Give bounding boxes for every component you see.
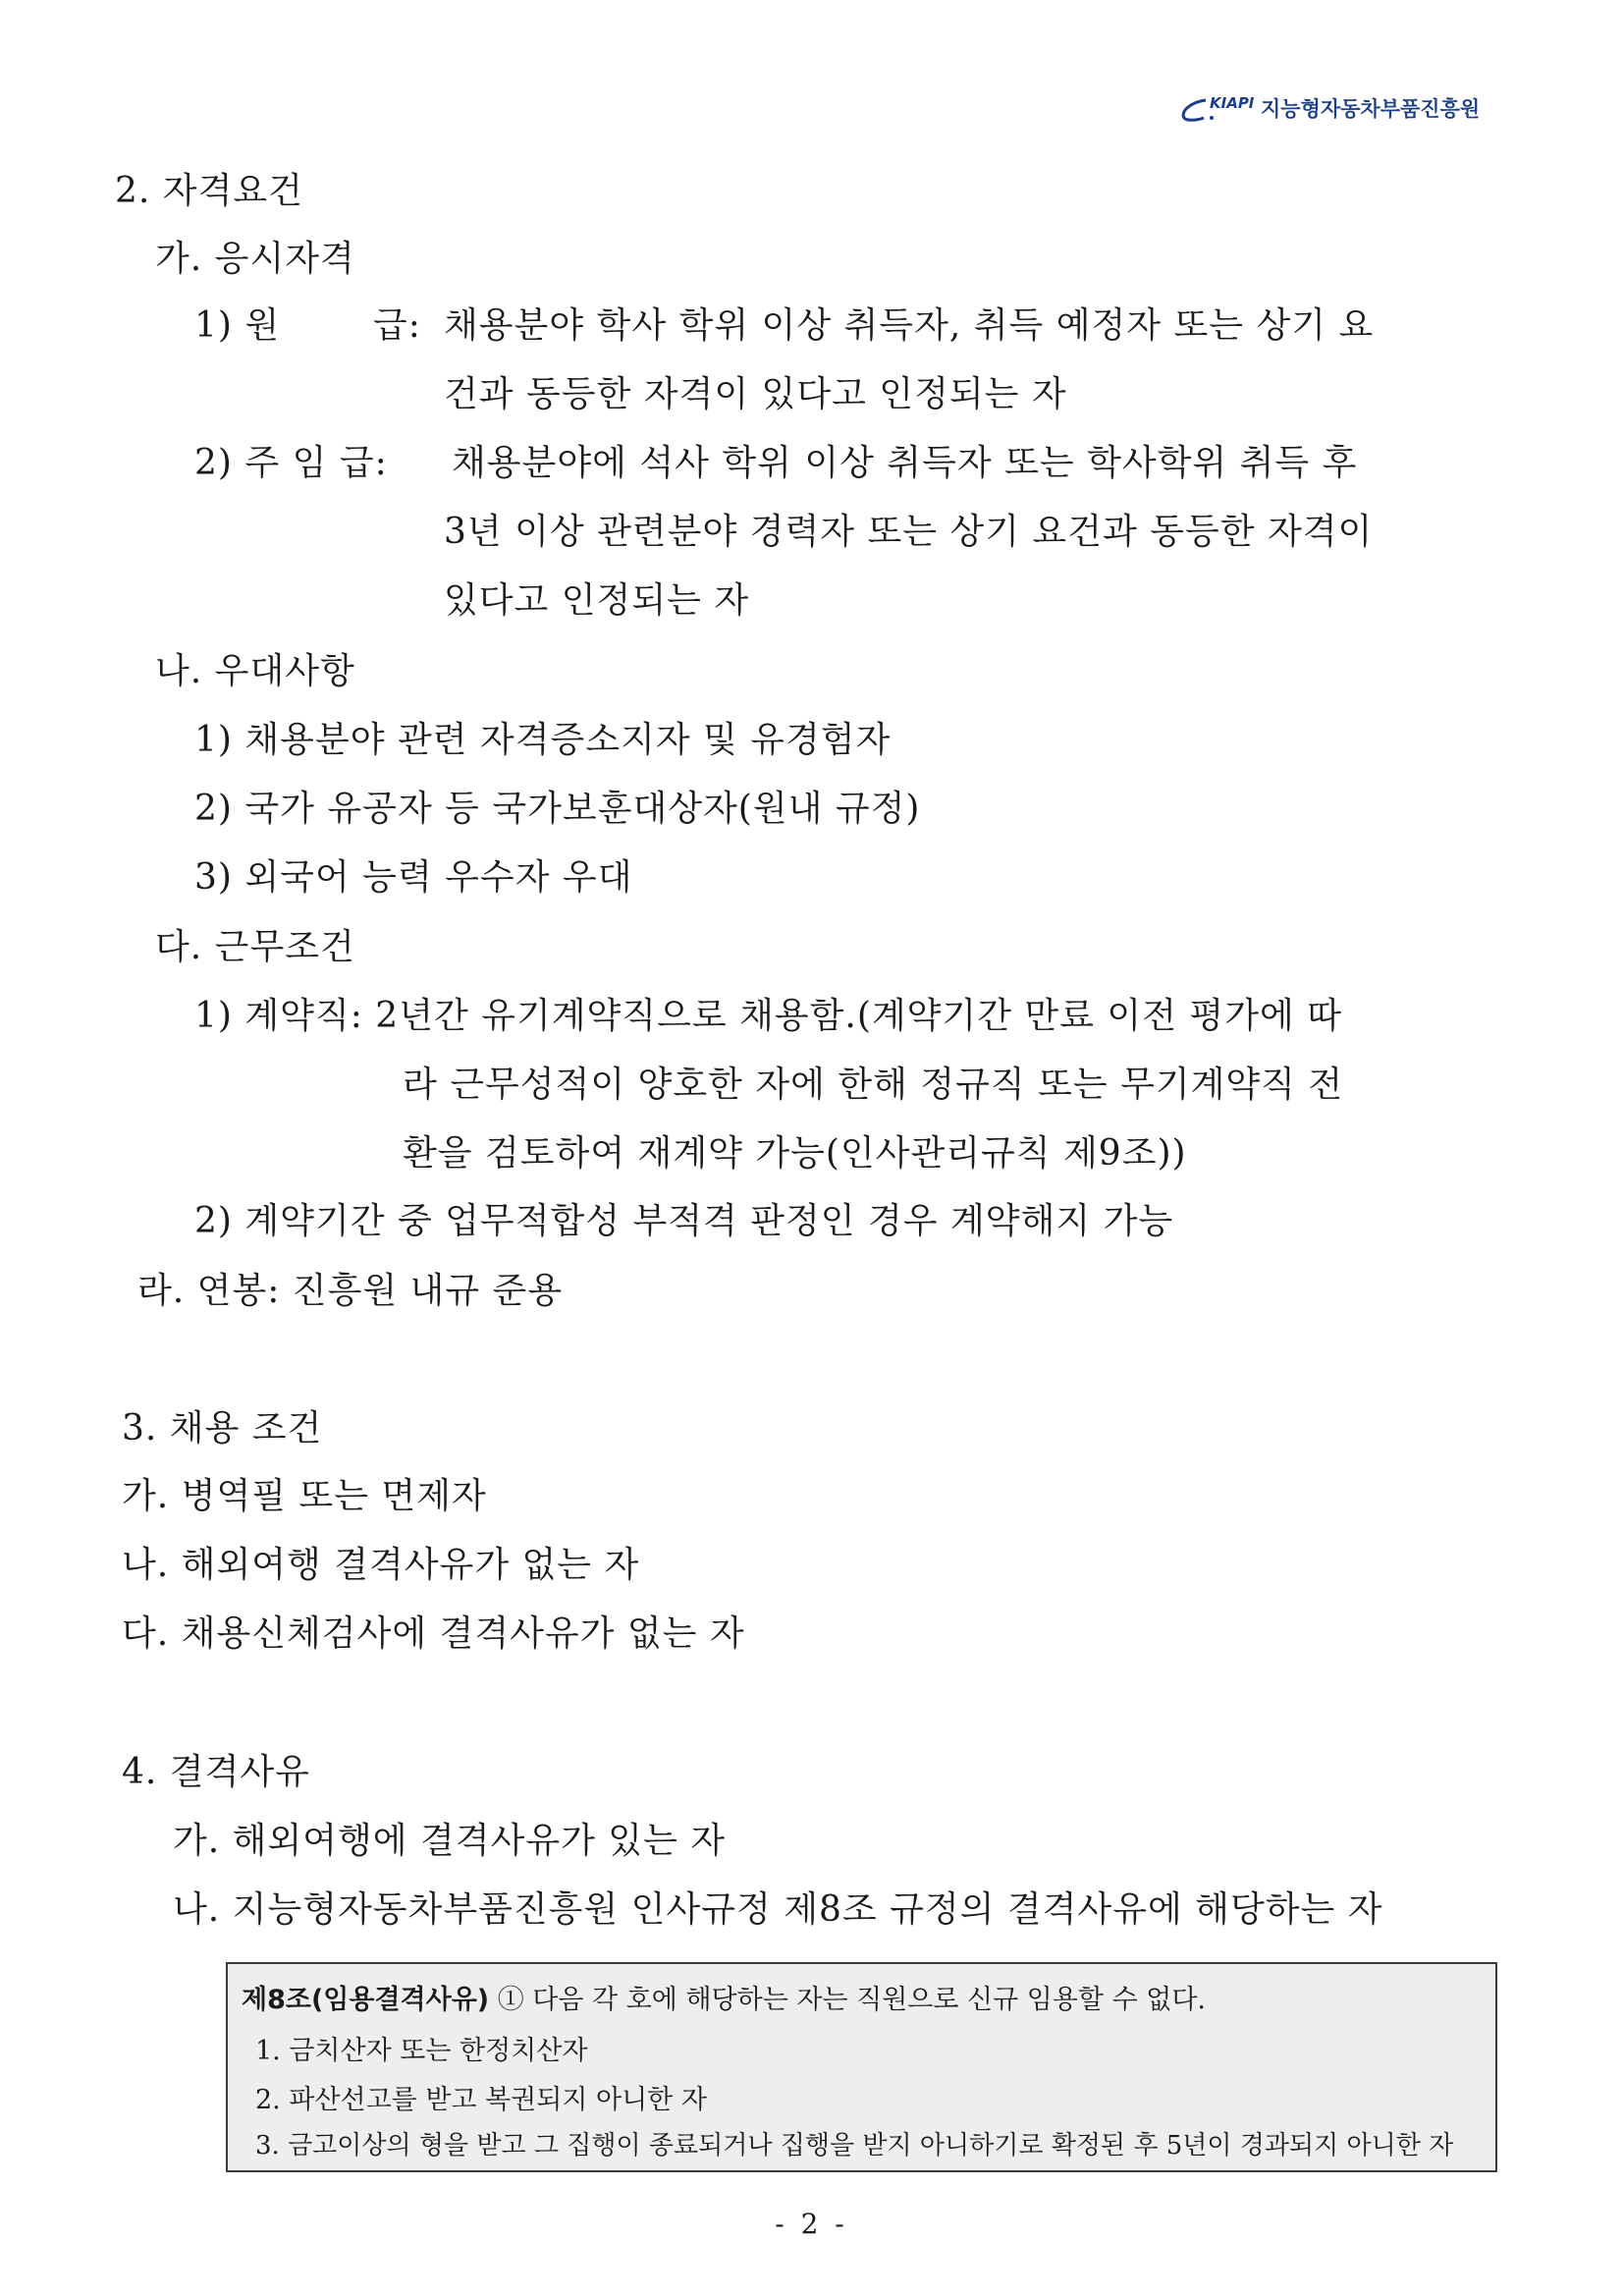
qual-item2-line2: 3년 이상 관련분야 경력자 또는 상기 요건과 동등한 자격이 [444,512,1374,552]
section2-a-title: 가. 응시자격 [155,239,355,279]
regulation-lead-line [242,1978,1206,2016]
regulation-item-1: 1. 금치산자 또는 한정치산자 [255,2036,588,2066]
section2-b-title: 나. 우대사항 [155,651,355,691]
disq-item-2: 나. 지능형자동차부품진흥원 인사규정 제8조 규정의 결격사유에 해당하는 자 [173,1889,1383,1930]
org-name: 지능형자동차부품진흥원 [1261,97,1481,121]
kiapi-logo-icon [1176,88,1257,128]
section4-title: 4. 결격사유 [122,1752,310,1792]
disq-item-1: 가. 해외여행에 결격사유가 있는 자 [173,1821,727,1861]
work-item1-line1: 1) 계약직: 2년간 유기계약직으로 채용함.(계약기간 만료 이전 평가에 따 [194,996,1342,1036]
condition-item-1: 가. 병역필 또는 면제자 [122,1476,487,1516]
qual-item1-grade: 급: [373,305,421,346]
work-item2: 2) 계약기간 중 업무적합성 부적격 판정인 경우 계약해지 가능 [194,1201,1174,1241]
regulation-item-3: 3. 금고이상의 형을 받고 그 집행이 종료되거나 집행을 받지 아니하기로 확정된 후 5년이 경과되지 아니한 자 [255,2131,1454,2160]
section2-c-title: 다. 근무조건 [155,927,355,967]
pref-item-3: 3) 외국어 능력 우수자 우대 [194,857,633,898]
work-item1-line3: 환을 검토하여 재계약 가능(인사관리규칙 제9조)) [403,1133,1187,1174]
logo-text: KIAPI [1210,94,1255,112]
qual-item1-line2: 건과 동등한 자격이 있다고 인정되는 자 [444,374,1067,414]
pref-item-1: 1) 채용분야 관련 자격증소지자 및 유경험자 [194,720,892,760]
section2-d: 라. 연봉: 진흥원 내규 준용 [137,1271,564,1311]
regulation-lead: 제8조(임용결격사유) [242,1985,490,2015]
regulation-excerpt-box [226,1962,1497,2172]
page-number: - 2 - [775,2208,848,2240]
qual-item2-label: 2) 주 임 급: [194,443,388,483]
condition-item-2: 나. 해외여행 결격사유가 없는 자 [122,1545,640,1585]
pref-item-2: 2) 국가 유공자 등 국가보훈대상자(원내 규정) [194,789,921,829]
section2-title: 2. 자격요건 [115,171,303,211]
qual-item2-line3: 있다고 인정되는 자 [444,580,750,621]
header-logo [1176,88,1480,128]
regulation-lead-text: ① 다음 각 호에 해당하는 자는 직원으로 신규 임용할 수 없다. [497,1985,1207,2015]
section3-title: 3. 채용 조건 [122,1408,323,1449]
qual-item1-line1: 채용분야 학사 학위 이상 취득자, 취득 예정자 또는 상기 요 [444,305,1375,346]
regulation-item-2: 2. 파산선고를 받고 복권되지 아니한 자 [255,2085,707,2115]
qual-item2-line1: 채용분야에 석사 학위 이상 취득자 또는 학사학위 취득 후 [452,443,1358,483]
work-item1-line2: 라 근무성적이 양호한 자에 한해 정규직 또는 무기계약직 전 [403,1065,1344,1105]
qual-item1-label: 1) 원 [194,305,281,346]
condition-item-3: 다. 채용신체검사에 결격사유가 없는 자 [122,1613,745,1654]
